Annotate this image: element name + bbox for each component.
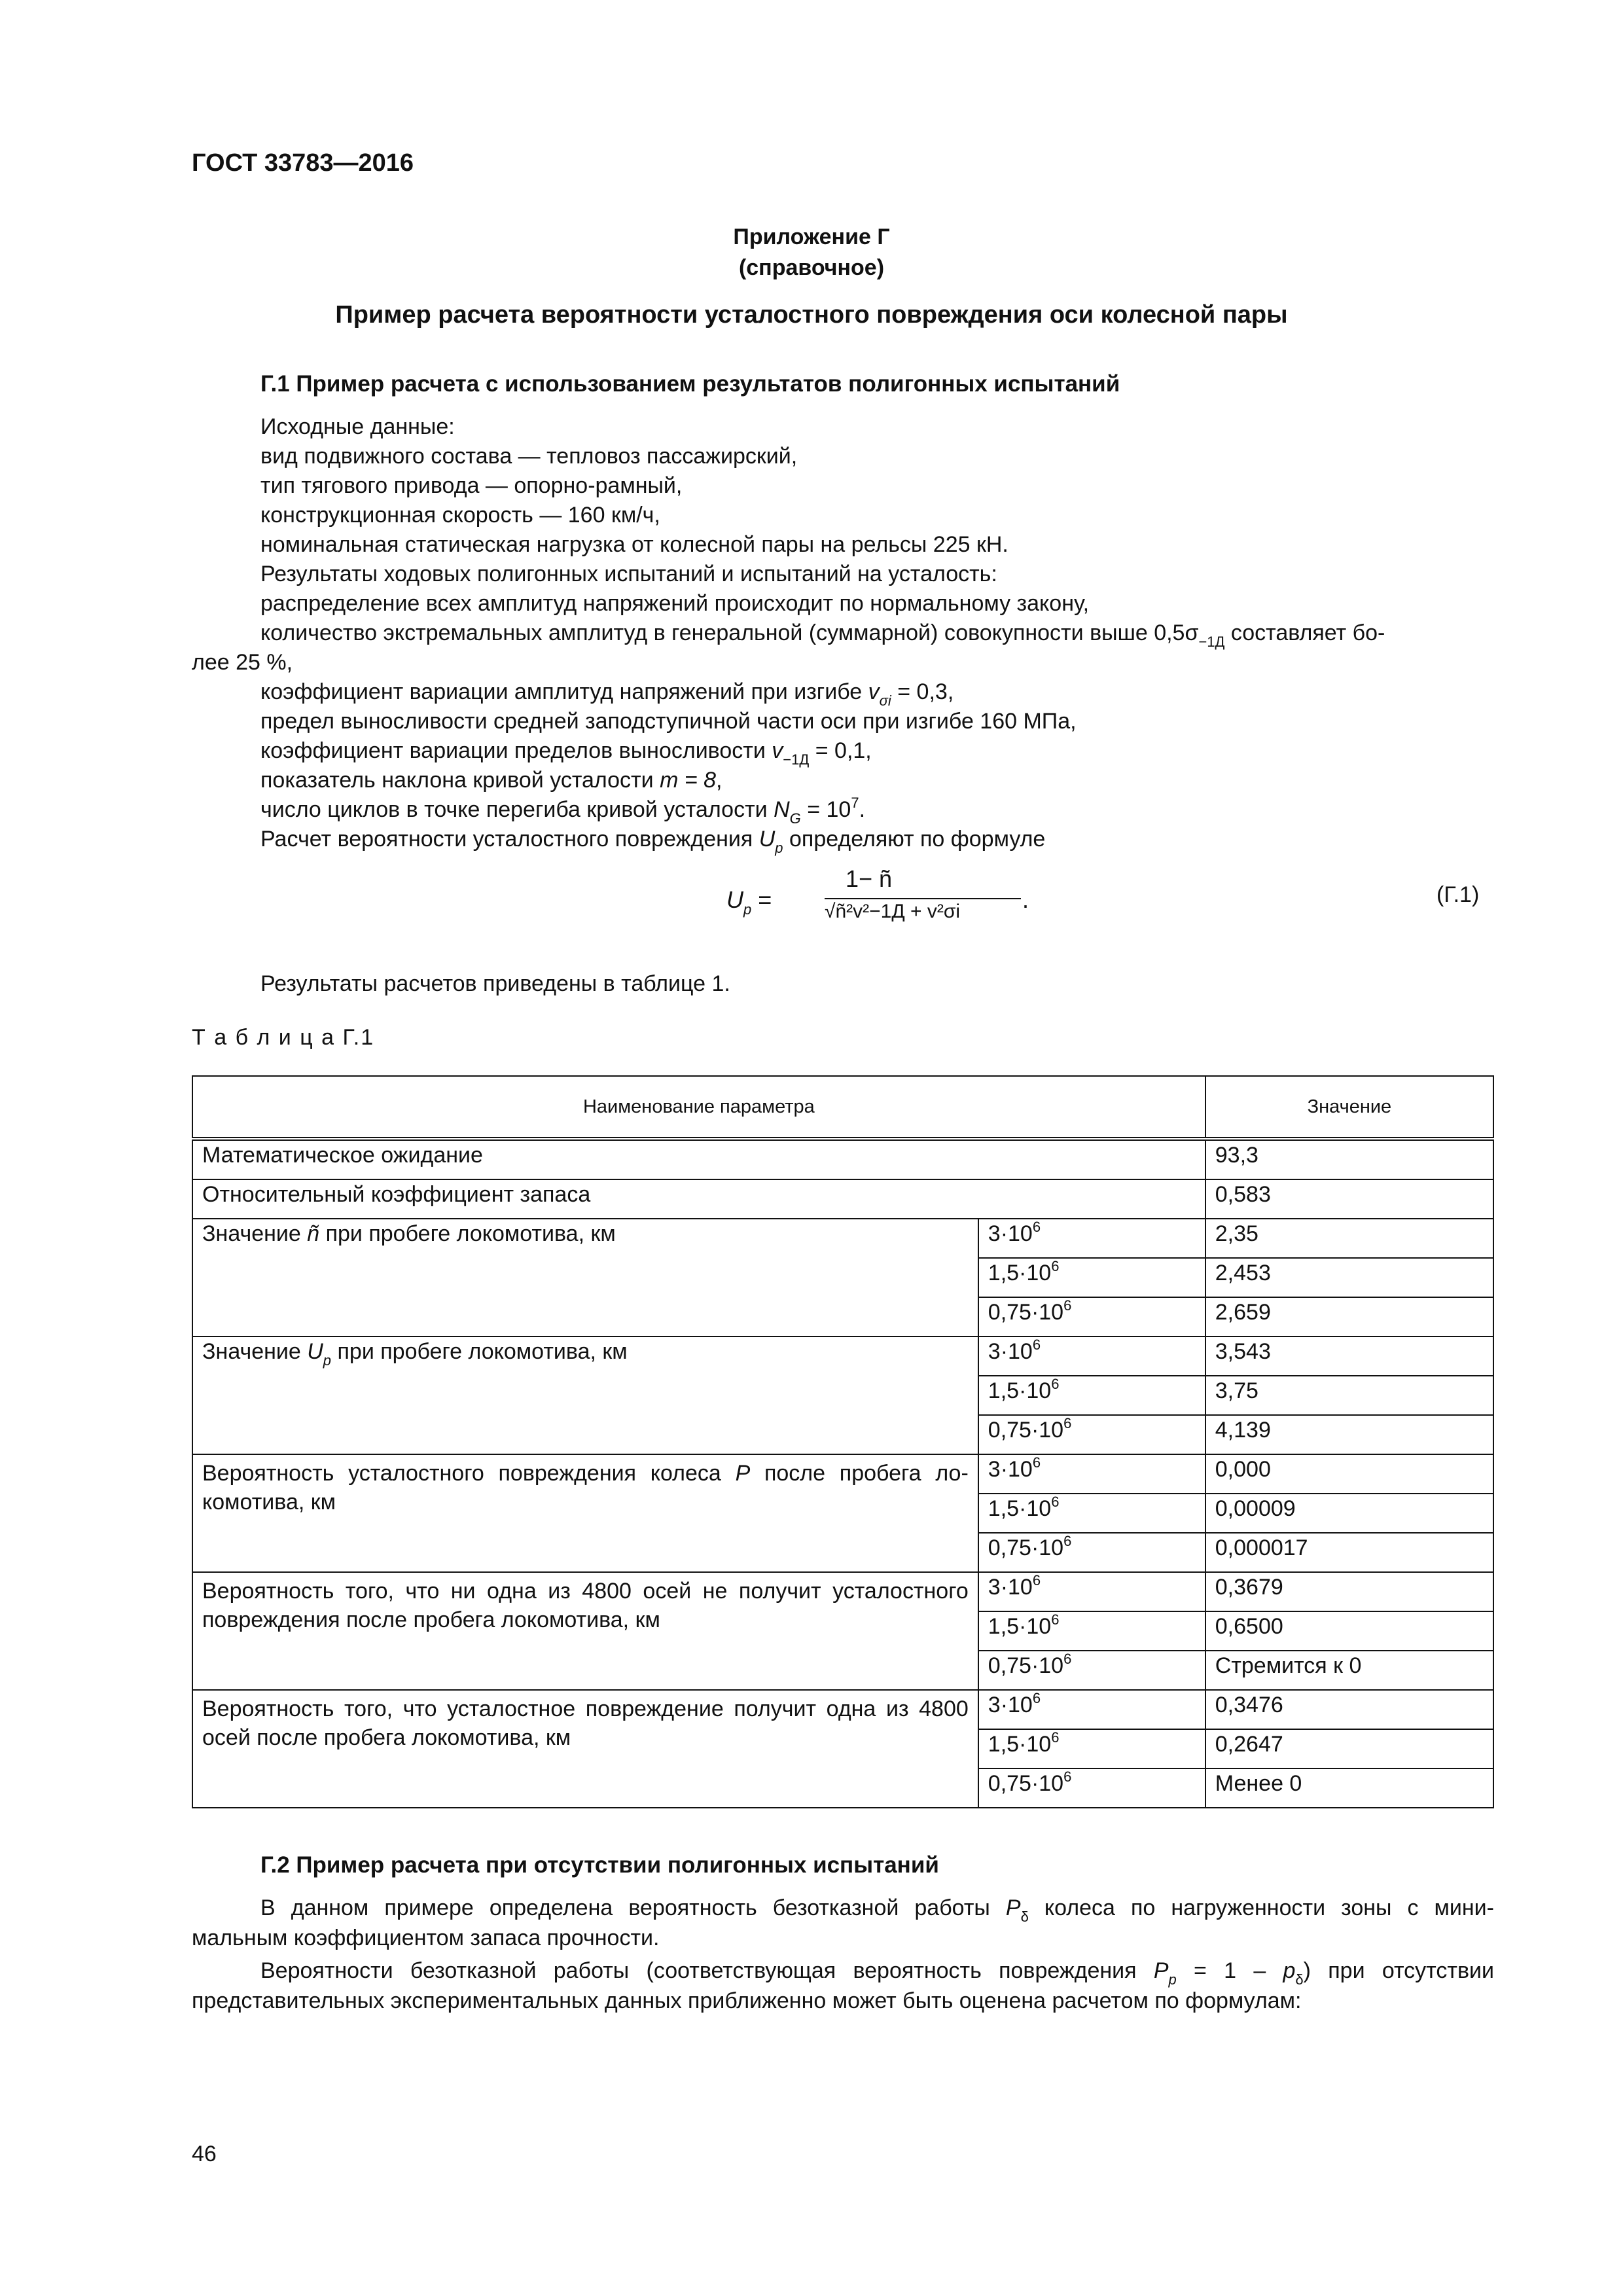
- value-cell: 0,000: [1205, 1454, 1493, 1494]
- formula-dot: .: [1022, 886, 1029, 913]
- row-value: 93,3: [1205, 1139, 1493, 1179]
- run-cell: $3\cdot 10^6$: [978, 1572, 1205, 1611]
- run-cell: $1,5\cdot 10^6$: [978, 1611, 1205, 1651]
- value-cell: 0,2647: [1205, 1729, 1493, 1768]
- formula-numerator: 1− ñ: [846, 865, 893, 892]
- table-caption: Т а б л и ц а Г.1: [192, 1025, 375, 1050]
- equation-number: (Г.1): [1436, 882, 1480, 907]
- run-cell: $3\cdot 10^6$: [978, 1336, 1205, 1376]
- paragraph-1: [192, 1893, 1494, 1953]
- text-line: распределение всех амплитуд напряжений происходит по нормальному закону,: [260, 591, 1090, 616]
- run-cell: $0,75\cdot 10^6$: [978, 1768, 1205, 1808]
- group-name: Вероятность усталостного повреждения колеса P после пробега ло-комотива, км: [192, 1454, 978, 1572]
- row-name: Математическое ожидание: [192, 1139, 1205, 1179]
- row-name: Относительный коэффициент запаса: [192, 1179, 1205, 1219]
- text-line: тип тягового привода — опорно-рамный,: [260, 473, 683, 498]
- header-parameter: Наименование параметра: [192, 1076, 1205, 1139]
- header-value: Значение: [1205, 1076, 1493, 1139]
- formula-g1: [726, 865, 1029, 950]
- text-line-cycles: число циклов в точке перегиба кривой усталости $N_G = 10^7$.: [260, 795, 866, 827]
- text-line-limit: предел выносливости средней заподступичной части оси при изгибе 160 МПа,: [260, 709, 1077, 734]
- text-line-slope: показатель наклона кривой усталости m = 8,: [260, 768, 722, 793]
- text-line: Исходные данные:: [260, 414, 455, 439]
- run-cell: $0,75\cdot 10^6$: [978, 1651, 1205, 1690]
- value-cell: Менее 0: [1205, 1768, 1493, 1808]
- run-cell: $1,5\cdot 10^6$: [978, 1494, 1205, 1533]
- table-row: [192, 1336, 1493, 1376]
- value-cell: 2,35: [1205, 1219, 1493, 1258]
- formula-denominator: √ñ²v²−1Д + v²σi: [825, 901, 961, 922]
- text-line: Результаты ходовых полигонных испытаний и испытаний на усталость:: [260, 562, 997, 586]
- table-row: [192, 1179, 1493, 1219]
- row-value: 0,583: [1205, 1179, 1493, 1219]
- value-cell: 2,659: [1205, 1297, 1493, 1336]
- paragraph-1-line-1: В данном примере определена вероятность безотказной работы $P_\delta$ колеса по нагруженности зоны с мини-: [260, 1895, 1494, 1925]
- fraction-bar: [825, 898, 1021, 899]
- value-cell: Стремится к 0: [1205, 1651, 1493, 1690]
- text-line: вид подвижного состава — тепловоз пассажирский,: [260, 444, 798, 469]
- group-name: Значение ñ при пробеге локомотива, км: [192, 1219, 978, 1336]
- table-header-row: [192, 1076, 1493, 1139]
- group-name: Вероятность того, что ни одна из 4800 осей не получит усталостного повреждения после пробега локомотива, км: [192, 1572, 978, 1690]
- value-cell: 3,75: [1205, 1376, 1493, 1415]
- run-cell: $3\cdot 10^6$: [978, 1690, 1205, 1729]
- appendix-type: (справочное): [738, 255, 885, 280]
- paragraph-2-line-1: Вероятности безотказной работы (соответствующая вероятность повреждения $P_p = 1 - p_\delta$) при отсутствии: [260, 1958, 1494, 1988]
- value-cell: 0,6500: [1205, 1611, 1493, 1651]
- run-cell: $3\cdot 10^6$: [978, 1219, 1205, 1258]
- page-number: 46: [192, 2142, 217, 2166]
- appendix-title: Пример расчета вероятности усталостного повреждения оси колесной пары: [335, 301, 1288, 329]
- run-cell: $1,5\cdot 10^6$: [978, 1729, 1205, 1768]
- run-cell: $3\cdot 10^6$: [978, 1454, 1205, 1494]
- table-row: [192, 1572, 1493, 1611]
- run-cell: $1,5\cdot 10^6$: [978, 1258, 1205, 1297]
- text-line-extreme: количество экстремальных амплитуд в генеральной (суммарной) совокупности выше $0,5\sigma_{-1Д}$ составляет бо-: [260, 620, 1385, 650]
- text-line-coefvar: коэффициент вариации пределов выносливости $v_{-1Д} = 0,1$,: [260, 738, 872, 768]
- group-name: Значение $U_p$ при пробеге локомотива, км: [192, 1336, 978, 1454]
- run-cell: $0,75\cdot 10^6$: [978, 1297, 1205, 1336]
- run-cell: $0,75\cdot 10^6$: [978, 1415, 1205, 1454]
- document-header: ГОСТ 33783—2016: [192, 149, 414, 177]
- table-row: [192, 1139, 1493, 1179]
- formula-lhs: $U_p$ =: [726, 886, 772, 918]
- table-row: [192, 1690, 1493, 1729]
- table-row: [192, 1219, 1493, 1258]
- paragraph-1-line-2: мальным коэффициентом запаса прочности.: [192, 1926, 660, 1950]
- value-cell: 3,543: [1205, 1336, 1493, 1376]
- results-line: Результаты расчетов приведены в таблице 1.: [260, 971, 730, 996]
- text-line: конструкционная скорость — 160 км/ч,: [260, 503, 660, 528]
- run-cell: $1,5\cdot 10^6$: [978, 1376, 1205, 1415]
- section-heading-1: Г.1 Пример расчета с использованием результатов полигонных испытаний: [260, 371, 1120, 397]
- paragraph-2-line-2: представительных экспериментальных данных приближенно может быть оценена расчетом по формулам:: [192, 1988, 1302, 2013]
- source-data-block: [192, 412, 1497, 856]
- results-table: [192, 1075, 1494, 1808]
- section-heading-2: Г.2 Пример расчета при отсутствии полигонных испытаний: [260, 1852, 939, 1878]
- value-cell: 4,139: [1205, 1415, 1493, 1454]
- value-cell: 0,000017: [1205, 1533, 1493, 1572]
- group-name: Вероятность того, что усталостное повреждение получит одна из 4800 осей после пробега локомотива, км: [192, 1690, 978, 1808]
- appendix-label: Приложение Г: [733, 224, 890, 249]
- value-cell: 0,3679: [1205, 1572, 1493, 1611]
- value-cell: 2,453: [1205, 1258, 1493, 1297]
- text-line: номинальная статическая нагрузка от колесной пары на рельсы 225 кН.: [260, 532, 1008, 557]
- text-line-calc: Расчет вероятности усталостного повреждения $U_p$ определяют по формуле: [260, 827, 1046, 856]
- run-cell: $0,75\cdot 10^6$: [978, 1533, 1205, 1572]
- text-line-extreme-cont: лее 25 %,: [192, 650, 293, 675]
- value-cell: 0,3476: [1205, 1690, 1493, 1729]
- paragraph-2: [192, 1956, 1494, 2016]
- table-row: [192, 1454, 1493, 1494]
- value-cell: 0,00009: [1205, 1494, 1493, 1533]
- text-line-variation: коэффициент вариации амплитуд напряжений при изгибе $v_{\sigma i} = 0,3$,: [260, 679, 954, 709]
